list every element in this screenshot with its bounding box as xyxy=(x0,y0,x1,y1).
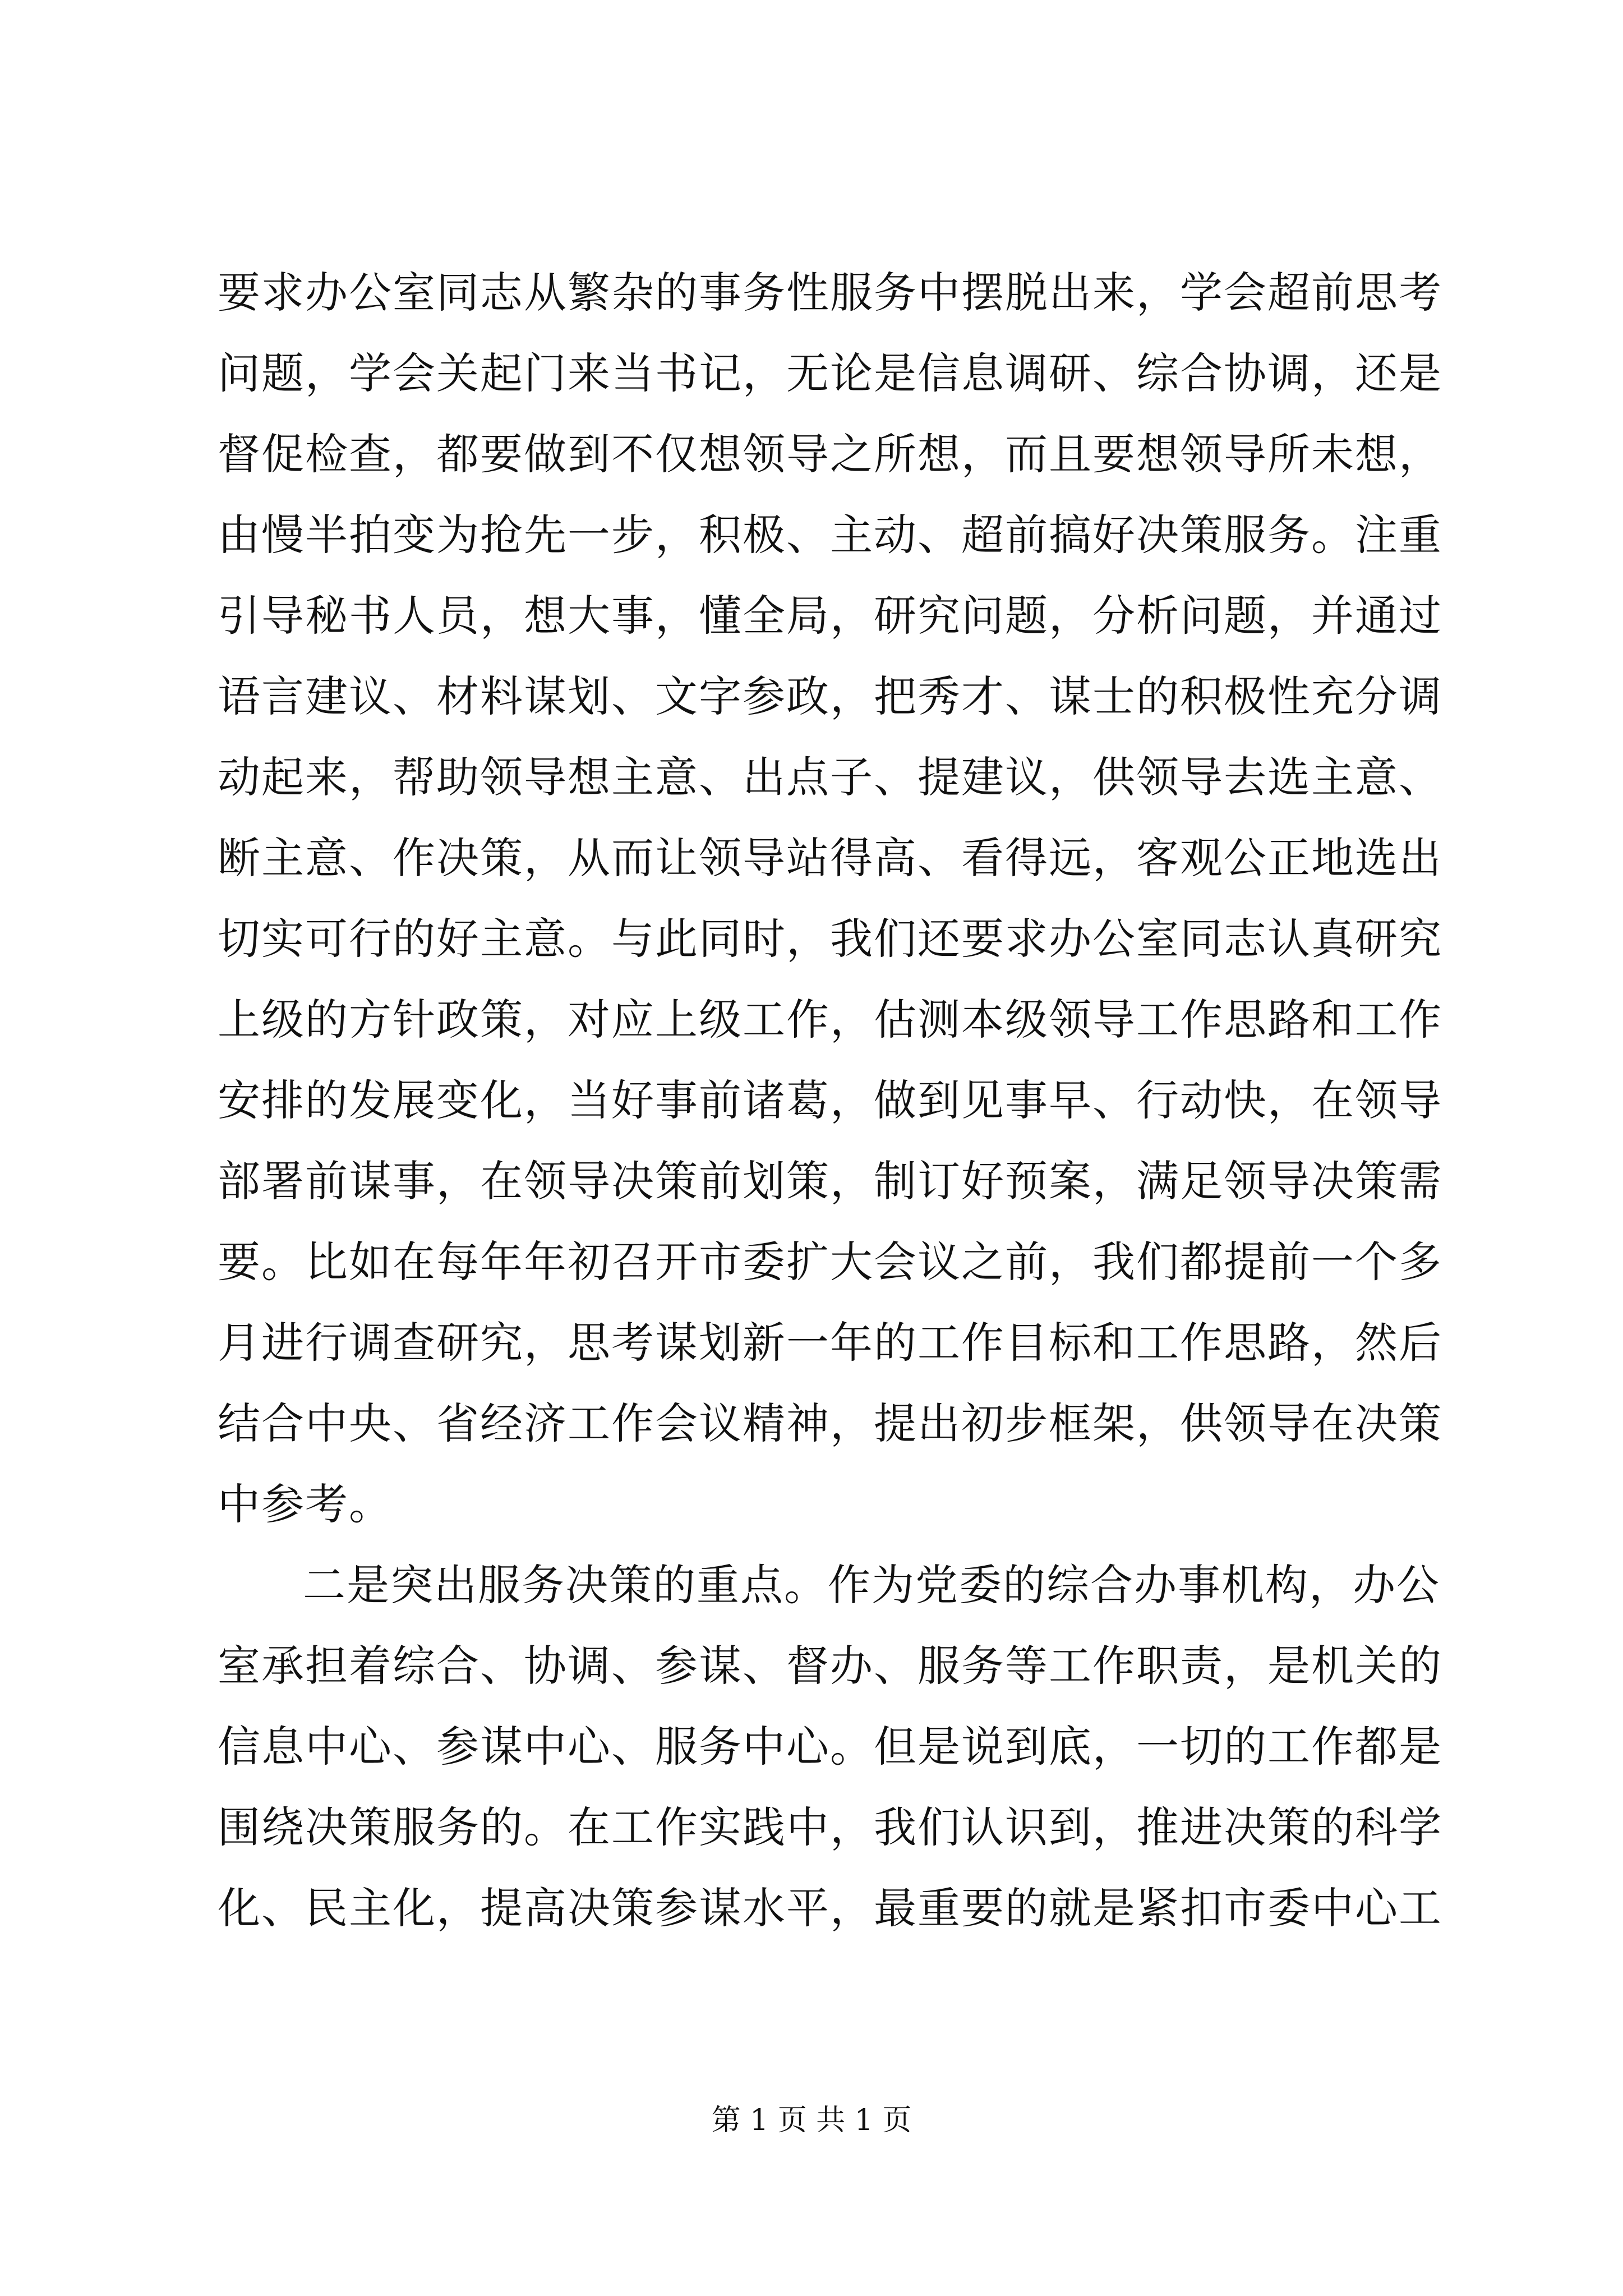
text-line: 要求办公室同志从繁杂的事务性服务中摆脱出来，学会超前思考 xyxy=(218,268,1442,318)
text-line: 由慢半拍变为抢先一步，积极、主动、超前搞好决策服务。注重 xyxy=(218,510,1442,560)
text-line: 切实可行的好主意。与此同时，我们还要求办公室同志认真研究 xyxy=(218,914,1442,964)
text-line: 督促检查，都要做到不仅想领导之所想，而且要想领导所未想， xyxy=(218,429,1442,479)
text-line: 断主意、作决策，从而让领导站得高、看得远，客观公正地选出 xyxy=(218,833,1442,883)
text-line: 围绕决策服务的。在工作实践中，我们认识到，推进决策的科学 xyxy=(218,1802,1442,1852)
text-line: 动起来，帮助领导想主意、出点子、提建议，供领导去选主意、 xyxy=(218,752,1442,802)
text-line: 室承担着综合、协调、参谋、督办、服务等工作职责，是机关的 xyxy=(218,1641,1442,1691)
text-line: 问题，学会关起门来当书记，无论是信息调研、综合协调，还是 xyxy=(218,348,1442,398)
text-line: 结合中央、省经济工作会议精神，提出初步框架，供领导在决策 xyxy=(218,1398,1442,1448)
text-line: 化、民主化，提高决策参谋水平，最重要的就是紧扣市委中心工 xyxy=(218,1883,1442,1933)
document-body xyxy=(218,252,1442,1949)
text-line: 要。比如在每年年初召开市委扩大会议之前，我们都提前一个多 xyxy=(218,1237,1442,1287)
page-footer xyxy=(0,2101,1623,2140)
paragraph-end-line: 中参考。 xyxy=(218,1479,393,1529)
text-line: 语言建议、材料谋划、文字参政，把秀才、谋士的积极性充分调 xyxy=(218,671,1442,721)
text-line: 上级的方针政策，对应上级工作，估测本级领导工作思路和工作 xyxy=(218,995,1442,1045)
text-line: 安排的发展变化，当好事前诸葛，做到见事早、行动快，在领导 xyxy=(218,1075,1442,1125)
text-line: 信息中心、参谋中心、服务中心。但是说到底，一切的工作都是 xyxy=(218,1722,1442,1772)
text-line: 月进行调查研究，思考谋划新一年的工作目标和工作思路，然后 xyxy=(218,1318,1442,1368)
paragraph-start-line: 二是突出服务决策的重点。作为党委的综合办事机构，办公 xyxy=(303,1560,1440,1610)
page-number-label: 第 1 页 共 1 页 xyxy=(711,2104,912,2137)
text-line: 引导秘书人员，想大事，懂全局，研究问题，分析问题，并通过 xyxy=(218,591,1442,641)
text-line: 部署前谋事，在领导决策前划策，制订好预案，满足领导决策需 xyxy=(218,1156,1442,1206)
